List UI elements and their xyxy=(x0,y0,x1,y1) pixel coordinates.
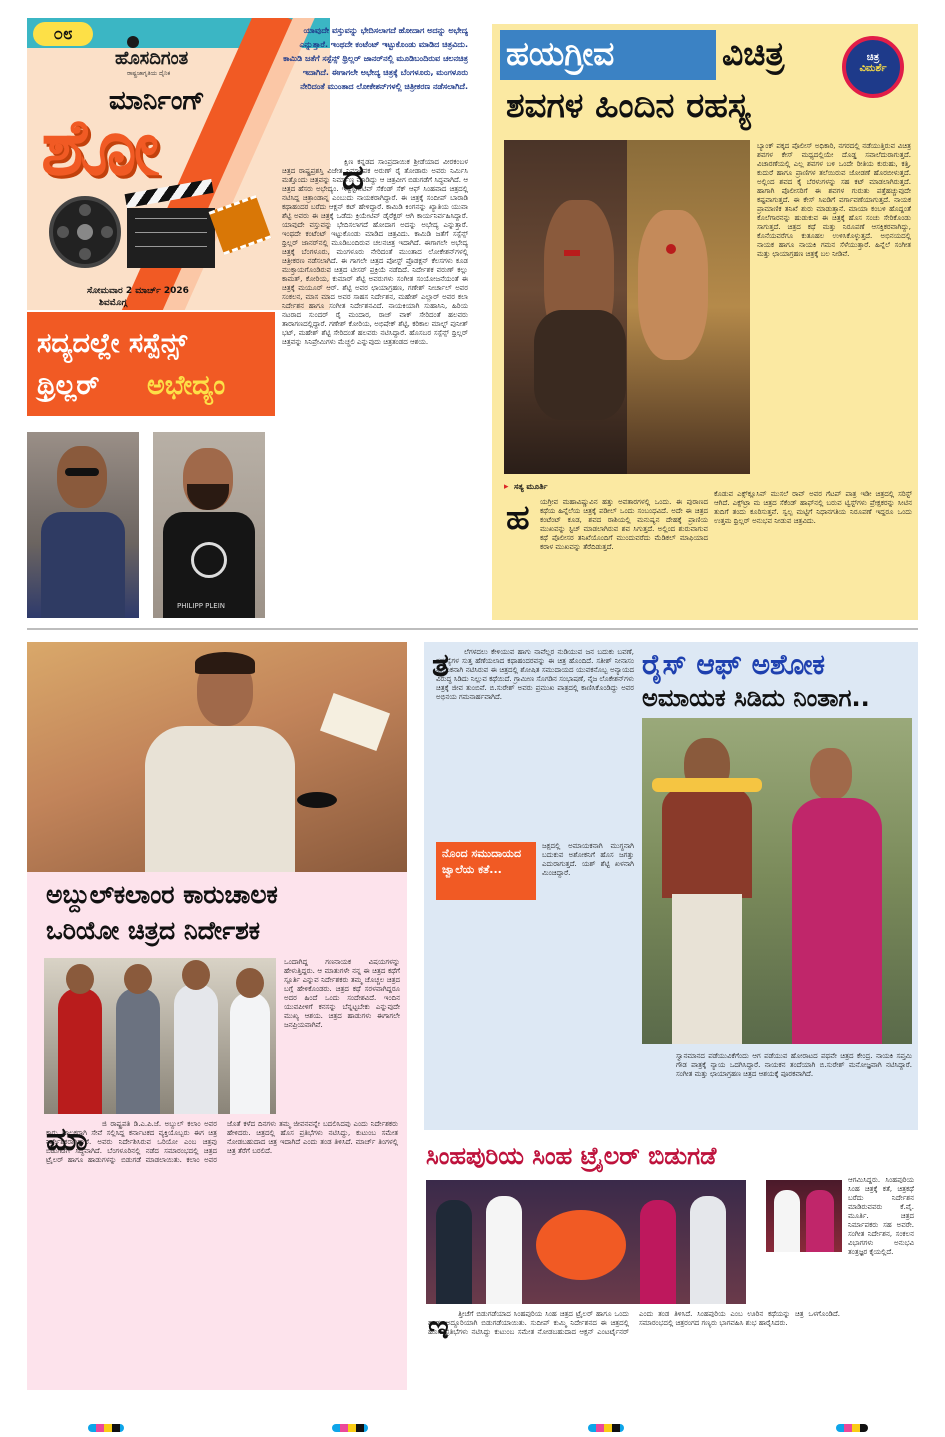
story2-body-right: ಬ್ಯಾಂಕ್ ಪಕ್ಕದ ಪೊಲೀಸ್ ಅಧಿಕಾರಿ, ನಗರದಲ್ಲಿ ನಡೆಯುತ್ತಿರುವ ವಿಚಿತ್ರ ಶವಗಳ ಕೇಸ್ ಮಧ್ಯದಲ್ಲಿಯೇ ದೊಡ್ಡ ಸವಾಲೆದುರಾಗುತ್ತದೆ. ವಿಚಾರಣೆಯಲ್ಲಿ ಎಲ್ಲ ಶವಗಳ ಬಳಿ ಒಂದೇ ರೀತಿಯ ಕುರುಹು, ಕತ್ತಿ, ಕುದುರೆ ಹಾಗೂ ಪ್ರಾಣಿಗಳ ತಲೆಯಿರುವ ಜೋಡಣೆ ಹೊರಬೀಳುತ್ತದೆ. ಅಲ್ಲಿಂದ ಶವದ ಕೈ ಬೆರಳುಗಳನ್ನು ಸಹ ಕಟ್ ಮಾಡಲಾಗಿರುತ್ತದೆ. ಹಾಗಾಗಿ ಪೊಲೀಸರಿಗೆ ಈ ಶವಗಳ ಗುರುತು ಪತ್ತೆಹಚ್ಚುವುದೇ ಕಷ್ಟವಾಗುತ್ತದೆ. ಈ ಕೇಸ್ ಸಿಐಡಿಗೆ ವರ್ಗಾವಣೆಯಾಗುತ್ತದೆ. ನಾಯಕ ಪ್ರಾಮಾಣಿಕ ತನಿಖೆ ಶುರು ಮಾಡುತ್ತಾನೆ. ಮಾಯಾ ಕಂಬಳಿ ಹೊದ್ದಂತೆ ಕೊಲೆಗಾರನನ್ನು ಹುಡುಕುವ ಈ ಚಿತ್ರಕ್ಕೆ ಹೊಸ ಸಂಚು ಸೇರಿಕೊಂಡು ಸಾಗುತ್ತದೆ. ಚಿತ್ರದ ಕಥೆ ಮತ್ತು ನಿರೂಪಣೆ ಆಸಕ್ತಿಕರವಾಗಿದ್ದು, ಕೊನೆಯವರೆಗೂ ಕುತೂಹಲ ಉಳಿಸಿಕೊಳ್ಳುತ್ತದೆ. ಅಭಿನಯದಲ್ಲಿ ನಾಯಕ ಹಾಗೂ ನಾಯಕಿ ಗಮನ ಸೆಳೆಯುತ್ತಾರೆ. ಹಿನ್ನೆಲೆ ಸಂಗೀತ ಮತ್ತು ಛಾಯಾಗ್ರಹಣ ಚಿತ್ರಕ್ಕೆ ಬಲ ನೀಡಿವೆ. xyxy=(757,142,911,258)
story2-headline-word1: ಹಯಗ್ರೀವ xyxy=(506,34,615,73)
story1-headline-box xyxy=(27,312,275,416)
story2-body-bottom-right: ಕೊಡುವ ಎಕ್ಸ್‌ಕ್ಲೂಸಿವ್ ಮುಸಲೆ ರಾವ್ ಅವರ ಗೆಟಪ್ ಪಾತ್ರ ಇಡೀ ಚಿತ್ರದಲ್ಲಿ ಸರಿಸ್ಟ್ ಆಗಿದೆ. ಎಕ್ಸ್‌ಟ್ರಾ ಮ ಚಿತ್ರದ ಸೆಕೆಂಡ್ ಹಾಫ್‌ನಲ್ಲಿ ಬರುವ ಟ್ವಿಸ್ಟ್‌ಗಳು ಪ್ರೇಕ್ಷಕರನ್ನು ಸೀಟಿನ ತುದಿಗೆ ತಂದು ಕೂರಿಸುತ್ತವೆ. ಸ್ವಲ್ಪ ಮಟ್ಟಿಗೆ ನಿಧಾನಗತಿಯ ನಿರೂಪಣೆ ಇದ್ದರೂ ಒಂದು ಉತ್ತಮ ಥ್ರಿಲ್ಲರ್ ಅನುಭವ ನೀಡುವ ಚಿತ್ರವಿದು. xyxy=(714,490,912,525)
simhapuri-couple-photo xyxy=(766,1180,842,1252)
brand-name: ಹೊಸದಿಗಂತ xyxy=(115,48,189,69)
review-badge xyxy=(842,36,904,98)
date-line: ಸೋಮವಾರ 2 ಮಾರ್ಚ್ 2026 xyxy=(87,286,189,296)
story4-headline-line1: ರೈಸ್ ಆಫ್ ಅಶೋಕ xyxy=(642,648,826,681)
actor-photo-left xyxy=(27,432,139,618)
story4-callout-box xyxy=(436,842,536,900)
hoodie-brand-text: PHILIPP PLEIN xyxy=(177,602,226,610)
oriyo-poster xyxy=(27,642,407,872)
section-divider xyxy=(27,628,918,630)
story3-headline-line2: ಒರಿಯೋ ಚಿತ್ರದ ನಿರ್ದೇಶಕ xyxy=(46,916,261,945)
page-number: ೦೮ xyxy=(53,24,73,44)
story1-headline-line2b: ಅಭೇದ್ಯಂ xyxy=(147,370,226,401)
story1-body: ಕ್ಷಿಣ ಕನ್ನಡದ ಸಾಂಪ್ರದಾಯಿಕ ಶ್ರೀಡೆಯಾದ ವೀರಕಂಬಳ ಚಿತ್ರದ ರಾಷ್ಟ್ರಪ್ರಶಸ್ತಿ ವಿಜೇತ ನಿರ್ಮಾಪಕ ಅರುಣ್ ರೈ ತೋಡಾರು ಅವರು ನಿರ್ಮಿಸಿ ಮತ್ತೊಂದು ಚಿತ್ರವನ್ನು ನಿರ್ಮಾಣ ಮಾಡಿದ್ದು ಆ ಚಿತ್ರವೀಗ ಬಿಡುಗಡೆಗೆ ಸಿದ್ಧವಾಗಿದೆ. ಆ ಚಿತ್ರದ ಹೆಸರು ಅಭೇದ್ಯಂ. ಇನ್ವೆಸ್ಟಿಗೇಟಿವ್ ಸೆಕೆಂಡ್ ಸೆಕ್ ಆಫ್ ಸಿಂಹವಾದ ಚಿತ್ರದಲ್ಲಿ ನಟಿಸಿದ್ದ ಚಿತ್ರಾಂಡಾನ್ನ ಎಂಬುದು ನಾಯಕರಾಗಿದ್ದಾರೆ. ಈ ಚಿತ್ರಕ್ಕೆ ಸಂದೀಪ್ ಬಾರಾಡಿ ಕಥಾಹಂದರ ಬರೆದು ಆಕ್ಷನ್ ಕಟ್ ಹೇಳಿದ್ದಾರೆ. ಕಾಮಿಡಿ ಕಿಂಗನನ್ನು ಖ್ಯಾತಿಯ ಯುವಾ ಶೆಟ್ಟಿ ಅವರು ಈ ಚಿತ್ರಕ್ಕೆ ಒಡೆದು ಕ್ರಿಯೇಟಿವ್ ಡೈರೆಕ್ಟರ್ ಆಗಿ ಕಾರ್ಯನಿರ್ವಹಿಸಿದ್ದಾರೆ. ಯಾವುದೇ ವಸ್ತುವನ್ನು ಭೇದಿಸಲಾಗದೆ ಹೋದಾಗ ಅದನ್ನು ಅಭೇದ್ಯ ಎನ್ನುತ್ತಾರೆ. ಇಂಥದೇ ಕಂಟೆಂಟ್ ಇಟ್ಟುಕೊಂಡು ಮಾಡಿದ ಚಿತ್ರವಿದು. ಕಾಮಿಡಿ ಜತೆಗೆ ಸಸ್ಪೆನ್ಸ್ ಥ್ರಿಲ್ಲರ್ ಜಾನರ್‌ನಲ್ಲಿ ಮೂಡಿಬಂದಿರುವ ಚಲನಚಿತ್ರ ಇದಾಗಿದೆ. ಈಗಾಗಲೇ ಅಭೇದ್ಯ ಚಿತ್ರಕ್ಕೆ ಬೆಂಗಳೂರು, ಮಂಗಳೂರು ನೇರಿದಂತೆ ಮುಂತಾದ ಲೋಕೇಶನ್‌ಗಳಲ್ಲಿ ಚಿತ್ರೀಕರಣ ನಡೆಸಲಾಗಿದೆ. ಈ ಗಾಗಲೇ ಚಿತ್ರದ ಪೋಸ್ಟ್ ಪ್ರೊಡಕ್ಷನ್ ಕೆಲಸಗಳು ಕೂಡ ಮುಕ್ತಾಯಗೊಂಡಿರುವ ಚಿತ್ರದ ಟೀಸರ್ ಪ್ರಕ್ರಿಯೆ ನಡೆದಿದೆ. ನಿರ್ದೇಶಕ ವರುಣ್ ಕಲ್ಲು ಕಾಮತ್, ಕೋರಿಯ, ಕುಮಾರ್ ಶೆಟ್ಟಿ ಅವರುಗಳು ಸಂಗೀತ ಸಂಯೋಜನೆಯಂತೆ ಈ ಚಿತ್ರಕ್ಕೆ ಮಯೂರ್ ಆರ್. ಶೆಟ್ಟಿ ಅವರ ಛಾಯಾಗ್ರಹಣ, ಗಣೇಶ್ ನೀರ್ಚಾಲ್ ಅವರ ಸಂಕಲನ, ಮಾಸ ಮಾದ ಅವರ ಸಾಹಸ ನಿರ್ದೇಶನ, ಮಹೇಶ್ ಎಲ್ಲಾರ್ ಅವರ ಕಲಾ ನಿರ್ದೇಶನ ಹಾಗೂ ಸಂಗೀತ ನಿರ್ದೇಶನವಿದೆ. ನಾಯಕಿಯಾಗಿ ಸುಹಾಸಿನಿ, ಹಿರಿಯ ನಟರಾದ ಸುಂದರ್ ರೈ ಮಂದಾರ, ರಾಜ್ ವಾಕ್ ಸೇರಿದಂತೆ ಹಲವರು ತಾರಾಗಣದಲ್ಲಿದ್ದಾರೆ. ಗಣೇಶ್ ಕೋರಿಯ, ಅಭಿಷೇಕ್ ಶೆಟ್ಟಿ, ಕರಿಕಾಲ ಮಾಲ್ಟ್ ಪುನೀತ್ ಭಟ್, ಮಹೇಶ್ ಶೆಟ್ಟಿ ಸೇರಿದಂತೆ ಹಲವರು ನಟಿಸಿದ್ದಾರೆ. ಹೊಸಬರ ಸಸ್ಪೆನ್ಸ್ ಥ್ರಿಲ್ಲರ್ ಚಿತ್ರವನ್ನು ಸಿನಿಪ್ರೇಮಿಗಳು ಮೆಚ್ಚಲಿ ಎನ್ನುವುದು ಚಿತ್ರತಂಡದ ಆಶಯ. xyxy=(282,158,468,346)
oriyo-team-photo xyxy=(44,958,276,1114)
story4-callout: ನೊಂದ ಸಮುದಾಯದ ಜ್ವಾಲೆಯ ಕತೆ... xyxy=(442,847,522,876)
ashoka-couple-photo xyxy=(642,718,912,1044)
review-badge-line2: ವಿಮರ್ಶೆ xyxy=(859,63,887,74)
intro-blurb: ಯಾವುದೇ ವಸ್ತುವನ್ನು ಭೇದಿಸಲಾಗದೆ ಹೋದಾಗ ಅದನ್ನು ಅಭೇದ್ಯ ಎನ್ನುತ್ತಾರೆ. ಇಂಥದೇ ಕಂಟೆಂಟ್ ಇಟ್ಟುಕೊಂಡು ಮಾಡಿದ ಚಿತ್ರವಿದು. ಕಾಮಿಡಿ ಜತೆಗೆ ಸಸ್ಪೆನ್ಸ್ ಥ್ರಿಲ್ಲರ್ ಜಾನರ್‌ನಲ್ಲಿ ಮೂಡಿಬಂದಿರುವ ಚಲನಚಿತ್ರ ಇದಾಗಿದೆ. ಈಗಾಗಲೇ ಅಭೇದ್ಯ ಚಿತ್ರಕ್ಕೆ ಬೆಂಗಳೂರು, ಮಂಗಳೂರು ನೇರಿದಂತೆ ಮುಂತಾದ ಲೋಕೇಶನ್‌ಗಳಲ್ಲಿ ಚಿತ್ರೀಕರಣ ನಡೆಸಲಾಗಿದೆ. xyxy=(283,26,468,91)
byline-arrow-icon: ▸ xyxy=(504,482,509,492)
story3-body-right: ಒಂದಾಗಿದ್ದ ಗಣನಾಯಕ ವಿಷಯಗಳನ್ನು ಹೇಳುತ್ತಿದ್ದರು. ಆ ಮಾತುಗಳೇ ನನ್ನ ಈ ಚಿತ್ರದ ಕಥೆಗೆ ಸ್ಪೂರ್ತಿ ಎನ್ನುವ ನಿರ್ದೇಶಕರು ತಮ್ಮ ಚೊಚ್ಚಲ ಚಿತ್ರದ ಬಗ್ಗೆ ಹೇಳಿಕೊಂಡರು. ಚಿತ್ರದ ಕಥೆ ಸರಳವಾಗಿದ್ದರೂ ಅದರ ಹಿಂದೆ ಒಂದು ಸಂದೇಶವಿದೆ. ಇಂದಿನ ಯುವಪೀಳಿಗೆ ಕನಸನ್ನು ಬೆನ್ನಟ್ಟಬೇಕು ಎನ್ನುವುದೇ ಮುಖ್ಯ ಆಶಯ. ಚಿತ್ರದ ಹಾಡುಗಳು ಈಗಾಗಲೇ ಜನಪ್ರಿಯವಾಗಿವೆ. xyxy=(284,958,400,1029)
story3-headline-line1: ಅಬ್ದುಲ್‌ಕಲಾಂರ ಕಾರುಚಾಲಕ xyxy=(46,880,278,909)
print-marks xyxy=(88,1424,868,1432)
review-badge-line1: ಚಿತ್ರ xyxy=(866,52,880,63)
story2-body-bottom: ಯಗ್ರೀವ ಮಹಾವಿಷ್ಣುವಿನ ಹತ್ತು ಅವತಾರಗಳಲ್ಲಿ ಒಂದು. ಈ ಪುರಾಣದ ಕಥೆಯ ಹಿನ್ನೆಲೆಯ ಚಿತ್ರಕ್ಕೆ ಪಡೀಲ್ ಒಂದು ಸಂಬಂಧವಿದೆ. ಅದೇ ಈ ಚಿತ್ರದ ಕಂಟೆಂಟ್ ಕೂಡ, ಶವದ ರಾಶಿಯಲ್ಲಿ ಮನುಷ್ಯನ ದೇಹಕ್ಕೆ ಪ್ರಾಣಿಯ ಮುಖವನ್ನು ಸ್ಟಿಚ್ ಮಾಡಲಾಗಿರುವ ಶವ ಸಿಗುತ್ತದೆ. ಅಲ್ಲಿಂದ ಶುರುವಾಗುವ ಕಥೆ ಪೊಲೀಸರ ತನಿಖೆಯೊಂದಿಗೆ ಮುಂದುವರೆದು ಮೆಡಿಕಲ್ ಮಾಫಿಯಾದ ಕರಾಳ ಮುಖವನ್ನು ತೆರೆದಿಡುತ್ತದೆ. xyxy=(540,498,708,551)
clapperboard-icon xyxy=(127,208,215,268)
story5-body: ತ್ತೀಚೆಗೆ ಬಿಡುಗಡೆಯಾದ ಸಿಂಹಪುರಿಯ ಸಿಂಹ ಚಿತ್ರದ ಟ್ರೈಲರ್ ಹಾಗೂ ಒಂದು ಹಾಡು ಅದ್ದೂರಿಯಾಗಿ ಬಿಡುಗಡೆಯಾಯಿತು. ಸುದೀಪ್ ಕುಮ್ಮಿ ನಿರ್ದೇಶನದ ಈ ಚಿತ್ರದಲ್ಲಿ ಹೊಸ ಪ್ರತಿಭೆಗಳು ನಟಿಸಿದ್ದು ಕುಟುಂಬ ಸಮೇತ ನೋಡಬಹುದಾದ ಆಕ್ಷನ್ ಎಂಟರ್ಟೈನರ್ ಎಂದು ತಂಡ ತಿಳಿಸಿದೆ. ಸಿಂಹಪುರಿಯ ಎಂಬ ಊರಿನ ಕಥೆಯನ್ನು ಚಿತ್ರ ಒಳಗೊಂಡಿದೆ. ಸಮಾರಂಭದಲ್ಲಿ ಚಿತ್ರರಂಗದ ಗಣ್ಯರು ಭಾಗವಹಿಸಿ ಶುಭ ಹಾರೈಸಿದರು. xyxy=(428,1310,840,1336)
supplement-small-title: ಮಾರ್ನಿಂಗ್ xyxy=(109,86,205,116)
story1-headline-line2a: ಥ್ರಿಲ್ಲರ್ xyxy=(37,370,100,401)
story2-headline-word2: ವಿಚಿತ್ರ xyxy=(722,34,785,73)
brand-logo-icon xyxy=(127,36,139,48)
simhapuri-event-photo xyxy=(426,1180,746,1304)
film-reel-icon xyxy=(49,196,121,268)
story2-dropcap: ಹ xyxy=(506,498,530,538)
story5-dropcap: ಇ xyxy=(428,1308,449,1346)
story4-headline-line2: ಅಮಾಯಕ ಸಿಡಿದು ನಿಂತಾಗ.. xyxy=(642,684,870,712)
brand-tagline: ರಾಷ್ಟ್ರಜಾಗೃತಿಯ ದೈನಿಕ xyxy=(127,70,171,77)
story4-dropcap: ತ xyxy=(432,646,449,684)
story3-dropcap: ಮಾ xyxy=(46,1120,88,1158)
story4-body-side: ಜಕ್ಷದಲ್ಲಿ ಅಮಾಯಕನಾಗಿ ಮುಗ್ಧನಾಗಿ ಬದುಕುವ ಅಶೋಕನಿಗೆ ಹೊಸ ಜಗತ್ತು ಎದುರಾಗುತ್ತದೆ. ಯಶ್ ಶೆಟ್ಟಿ ಖಳನಾಗಿ ಮಿಂಚಿದ್ದಾರೆ. xyxy=(542,842,634,877)
story1-dropcap: ದ xyxy=(342,158,364,198)
story3-body-bottom: ಜಿ ರಾಷ್ಟ್ರಪತಿ ಡಿ.ಎ.ಪಿ.ಜೆ. ಅಬ್ದುಲ್ ಕಲಾಂ ಅವರ ಕಾರು ಚಾಲಕರಾಗಿ ಸೇವೆ ಸಲ್ಲಿಸಿದ್ದ ಕರ್ನಾಟಕದ ವ್ಯಕ್ತಿಯೊಬ್ಬರು ಈಗ ಚಿತ್ರ ನಿರ್ದೇಶಕರಾಗಿದ್ದಾರೆ. ಅವರು ನಿರ್ದೇಶಿಸಿರುವ ಒರಿಯೋ ಎಂಬ ಚಿತ್ರವು ಬಿಡುಗಡೆಗೆ ಸಿದ್ಧವಾಗಿದೆ. ಬೆಂಗಳೂರಿನಲ್ಲಿ ನಡೆದ ಸಮಾರಂಭದಲ್ಲಿ ಚಿತ್ರದ ಟ್ರೈಲರ್ ಹಾಗೂ ಹಾಡುಗಳನ್ನು ಬಿಡುಗಡೆ ಮಾಡಲಾಯಿತು. ಕಲಾಂ ಅವರ ಜೊತೆ ಕಳೆದ ದಿನಗಳು ತಮ್ಮ ಜೀವನವನ್ನೇ ಬದಲಿಸಿದವು ಎಂದು ನಿರ್ದೇಶಕರು ಹೇಳಿದರು. ಚಿತ್ರದಲ್ಲಿ ಹೊಸ ಪ್ರತಿಭೆಗಳು ನಟಿಸಿದ್ದು, ಕುಟುಂಬ ಸಮೇತ ನೋಡಬಹುದಾದ ಚಿತ್ರ ಇದಾಗಿದೆ ಎಂದು ತಂಡ ತಿಳಿಸಿದೆ. ಮಾರ್ಚ್ ತಿಂಗಳಲ್ಲಿ ಚಿತ್ರ ತೆರೆಗೆ ಬರಲಿದೆ. xyxy=(46,1120,398,1164)
actor-photo-right xyxy=(153,432,265,618)
hayagriva-poster xyxy=(504,140,750,474)
story4-body-bottom: ಸ್ವಾನಮಾನದ ಪಡೆಯುವಿಕೆಗೆಂದು ಆಗ ಪಡೆಯುವ ಹೋರಾಟದ ಪಥವೇ ಚಿತ್ರದ ಕೇಂದ್ರ. ನಾಯಕಿ ಸಪ್ತಮಿ ಗೌಡ ಪಾತ್ರಕ್ಕೆ ನ್ಯಾಯ ಒದಗಿಸಿದ್ದಾರೆ. ನಾಯಕನ ತಂದೆಯಾಗಿ ಬಿ.ಸುರೇಶ್ ಮನೋಜ್ಞವಾಗಿ ನಟಿಸಿದ್ದಾರೆ. ಸಂಗೀತ ಮತ್ತು ಛಾಯಾಗ್ರಹಣ ಚಿತ್ರದ ಆಶಯಕ್ಕೆ ಪೂರಕವಾಗಿದೆ. xyxy=(676,1052,912,1078)
city-line: ಶಿವಮೊಗ್ಗ xyxy=(99,298,127,308)
page-number-badge xyxy=(33,22,93,46)
story2-byline: ಸತ್ಯ ಮೂರ್ತಿ xyxy=(514,482,548,491)
story5-body-side: ಆಗಮಿಸಿದ್ದರು. ಸಿಂಹಪುರಿಯ ಸಿಂಹ ಚಿತ್ರಕ್ಕೆ ಕತೆ, ಚಿತ್ರಕಥೆ ಬರೆದು ನಿರ್ದೇಶನ ಮಾಡಿರುವವರು ಕೆ.ವೈ. ಮೂರ್ತಿ. ಚಿತ್ರದ ನಿರ್ಮಾಪಕರು ಸಹ ಅವರೇ. ಸಂಗೀತ ನಿರ್ದೇಶನ, ಸಂಕಲನ ವಿಭಾಗಗಳು ಅನುಭವಿ ತಂತ್ರಜ್ಞರ ಕೈಯಲ್ಲಿದೆ. xyxy=(848,1176,914,1256)
story4-body: ಲೆಗಳದಲು ಕೇಳಿಯುವ ಹಾಗು ನಾವೆಲ್ಲರ ನುಡಿಯುವ ಜನ ಬದುಕು ಬವಣೆ, ಸಮಸ್ಯೆಗಳ ಸುತ್ತ ಹೆಣೆಯಲಾದ ಕಥಾಹಂದರವನ್ನು ಈ ಚಿತ್ರ ಹೊಂದಿದೆ. ಸತೀಶ್ ನೀನಾಸಂ ನಾಯಕನಾಗಿ ನಟಿಸಿರುವ ಈ ಚಿತ್ರದಲ್ಲಿ ಶೋಷಿತ ಸಮುದಾಯದ ಯುವಕನೊಬ್ಬ ಅನ್ಯಾಯದ ವಿರುದ್ಧ ಸಿಡಿದು ನಿಲ್ಲುವ ಕಥೆಯಿದೆ. ಗ್ರಾಮೀಣ ಸೊಗಡಿನ ಸಂಭಾಷಣೆ, ನೈಜ ಲೊಕೇಶನ್‌ಗಳು ಚಿತ್ರಕ್ಕೆ ಜೀವ ತುಂಬಿವೆ. ಬಿ.ಸುರೇಶ್ ಅವರು ಪ್ರಮುಖ ಪಾತ್ರದಲ್ಲಿ ಕಾಣಿಸಿಕೊಂಡಿದ್ದು ಅವರ ಅಭಿನಯ ಗಮನಾರ್ಹವಾಗಿದೆ. xyxy=(436,648,634,701)
story5-headline: ಸಿಂಹಪುರಿಯ ಸಿಂಹ ಟ್ರೈಲರ್ ಬಿಡುಗಡೆ xyxy=(426,1142,717,1170)
supplement-big-title: ಶೋ xyxy=(41,103,160,193)
story1-headline-line1: ಸದ್ಯದಲ್ಲೇ ಸಸ್ಪೆನ್ಸ್ xyxy=(37,328,188,359)
story2-headline-line2: ಶವಗಳ ಹಿಂದಿನ ರಹಸ್ಯ xyxy=(506,86,751,126)
